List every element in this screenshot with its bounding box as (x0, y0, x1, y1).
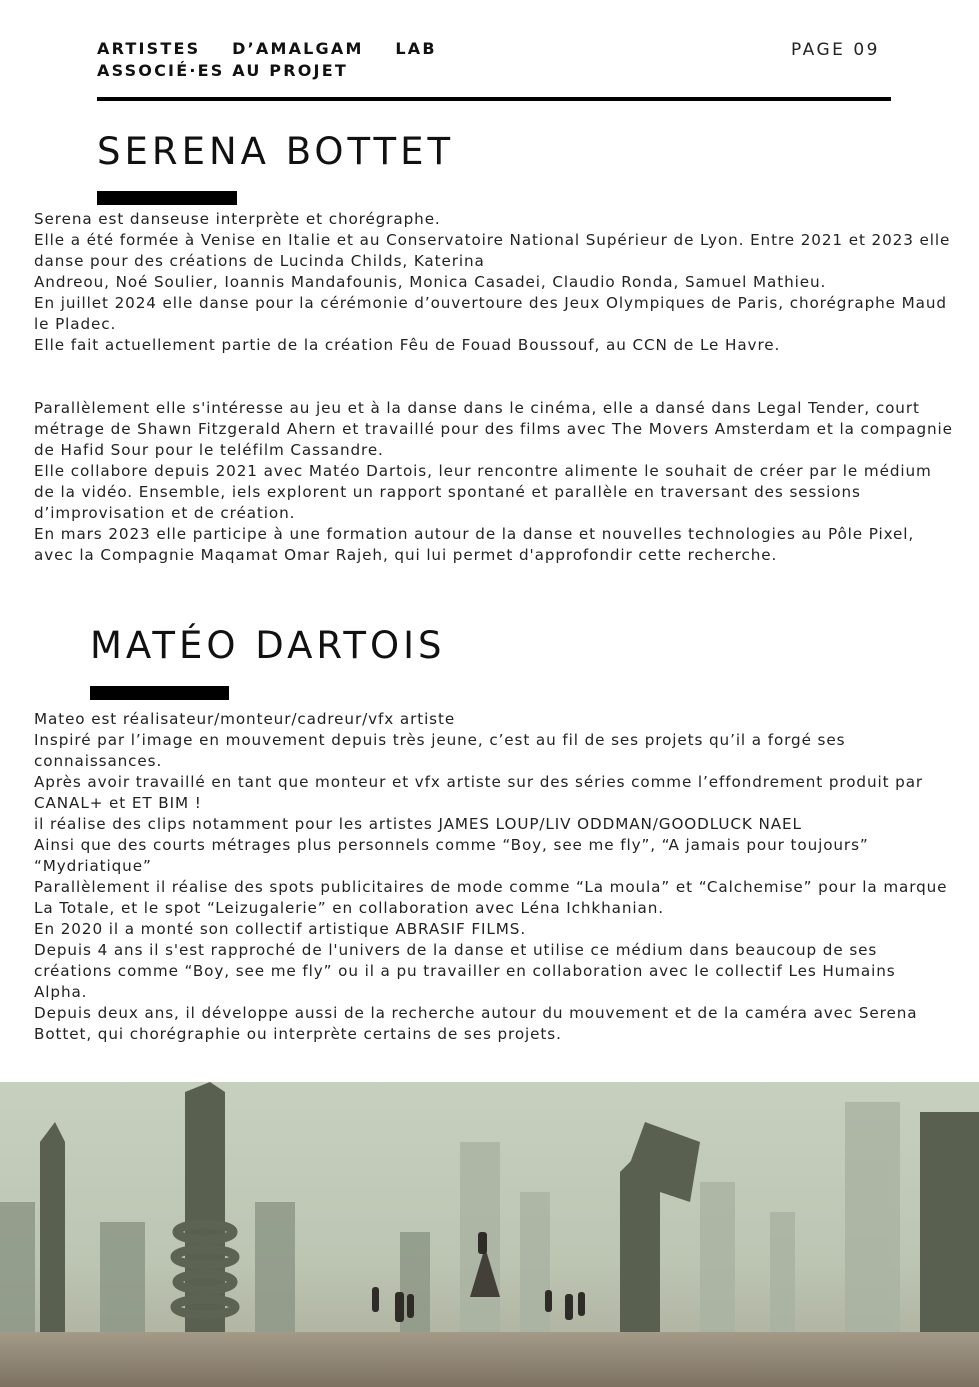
bio-paragraph: En mars 2023 elle participe à une formation autour de la danse et nouvelles technologies au Pôle Pixel, avec la Compagnie Maqamat Omar Rajeh, qui lui permet d'approfondir cette recherche. (34, 525, 915, 564)
paragraph-spacer (34, 377, 954, 398)
bio-paragraph: Parallèlement elle s'intéresse au jeu et à la danse dans le cinéma, elle a dansé dans Legal Tender, court métrage de Shawn Fitzgerald Ahern et travaillé pour des films avec The Movers Amsterdam et la compagnie de Hafid Sour pour le teléfilm Cassandre. (34, 399, 953, 459)
bio-paragraph: Elle collabore depuis 2021 avec Matéo Dartois, leur rencontre alimente le souhait de créer par le médium de la vidéo. Ensemble, iels explorent un rapport spontané et parallèle en traversant des sessions d’improvisation et de création. (34, 462, 932, 522)
bio-paragraph: Depuis 4 ans il s'est rapproché de l'univers de la danse et utilise ce médium dans beaucoup de ses créations comme “Boy, see me fly” ou il a pu travailler en collaboration avec le collectif Les Humains Alpha. (34, 941, 896, 1001)
header-title-line2: ASSOCIÉ·ES AU PROJET (97, 61, 348, 80)
bio-paragraph: Après avoir travaillé en tant que monteur et vfx artiste sur des séries comme l’effondrement produit par CANAL+ et ET BIM ! (34, 773, 924, 812)
artist-bio (34, 709, 954, 1045)
bio-paragraph: En juillet 2024 elle danse pour la cérémonie d’ouvertoure des Jeux Olympiques de Paris, chorégraphe Maud le Pladec. (34, 294, 947, 333)
film-still-photo (0, 1082, 979, 1387)
bio-paragraph: Parallèlement il réalise des spots publicitaires de mode comme “La moula” et “Calchemise” pour la marque La Totale, et le spot “Leizugalerie” en collaboration avec Léna Ichkhanian. (34, 878, 948, 917)
bio-paragraph: Elle fait actuellement partie de la création Fêu de Fouad Boussouf, au CCN de Le Havre. (34, 336, 781, 354)
bio-paragraph: Elle a été formée à Venise en Italie et au Conservatoire National Supérieur de Lyon. Entre 2021 et 2023 elle danse pour des créations de Lucinda Childs, Katerina (34, 231, 951, 270)
page-number: PAGE 09 (791, 40, 880, 60)
paragraph-spacer (34, 356, 954, 377)
bio-paragraph: Depuis deux ans, il développe aussi de la recherche autour du mouvement et de la caméra avec Serena Bottet, qui chorégraphie ou interprète certains de ses projets. (34, 1004, 918, 1043)
bio-paragraph: Mateo est réalisateur/monteur/cadreur/vfx artiste (34, 710, 456, 728)
bio-paragraph: Inspiré par l’image en mouvement depuis très jeune, c’est au fil de ses projets qu’il a forgé ses connaissances. (34, 731, 846, 770)
name-underline-bar (97, 191, 237, 205)
artist-name: SERENA BOTTET (97, 130, 455, 173)
header-title-line1: ARTISTES D’AMALGAM LAB (97, 39, 437, 58)
bio-paragraph: Ainsi que des courts métrages plus personnels comme “Boy, see me fly”, “A jamais pour toujours” “Mydriatique” (34, 836, 869, 875)
name-underline-bar (90, 686, 229, 700)
bio-paragraph: En 2020 il a monté son collectif artistique ABRASIF FILMS. (34, 920, 527, 938)
header-divider (97, 97, 891, 101)
header-title (97, 38, 437, 82)
bio-paragraph: Serena est danseuse interprète et chorégraphe. (34, 210, 441, 228)
artist-bio (34, 209, 954, 566)
bio-paragraph: il réalise des clips notamment pour les artistes JAMES LOUP/LIV ODDMAN/GOODLUCK NAEL (34, 815, 802, 833)
bio-paragraph: Andreou, Noé Soulier, Ioannis Mandafounis, Monica Casadei, Claudio Ronda, Samuel Mathieu. (34, 273, 827, 291)
artist-name: MATÉO DARTOIS (90, 624, 446, 667)
